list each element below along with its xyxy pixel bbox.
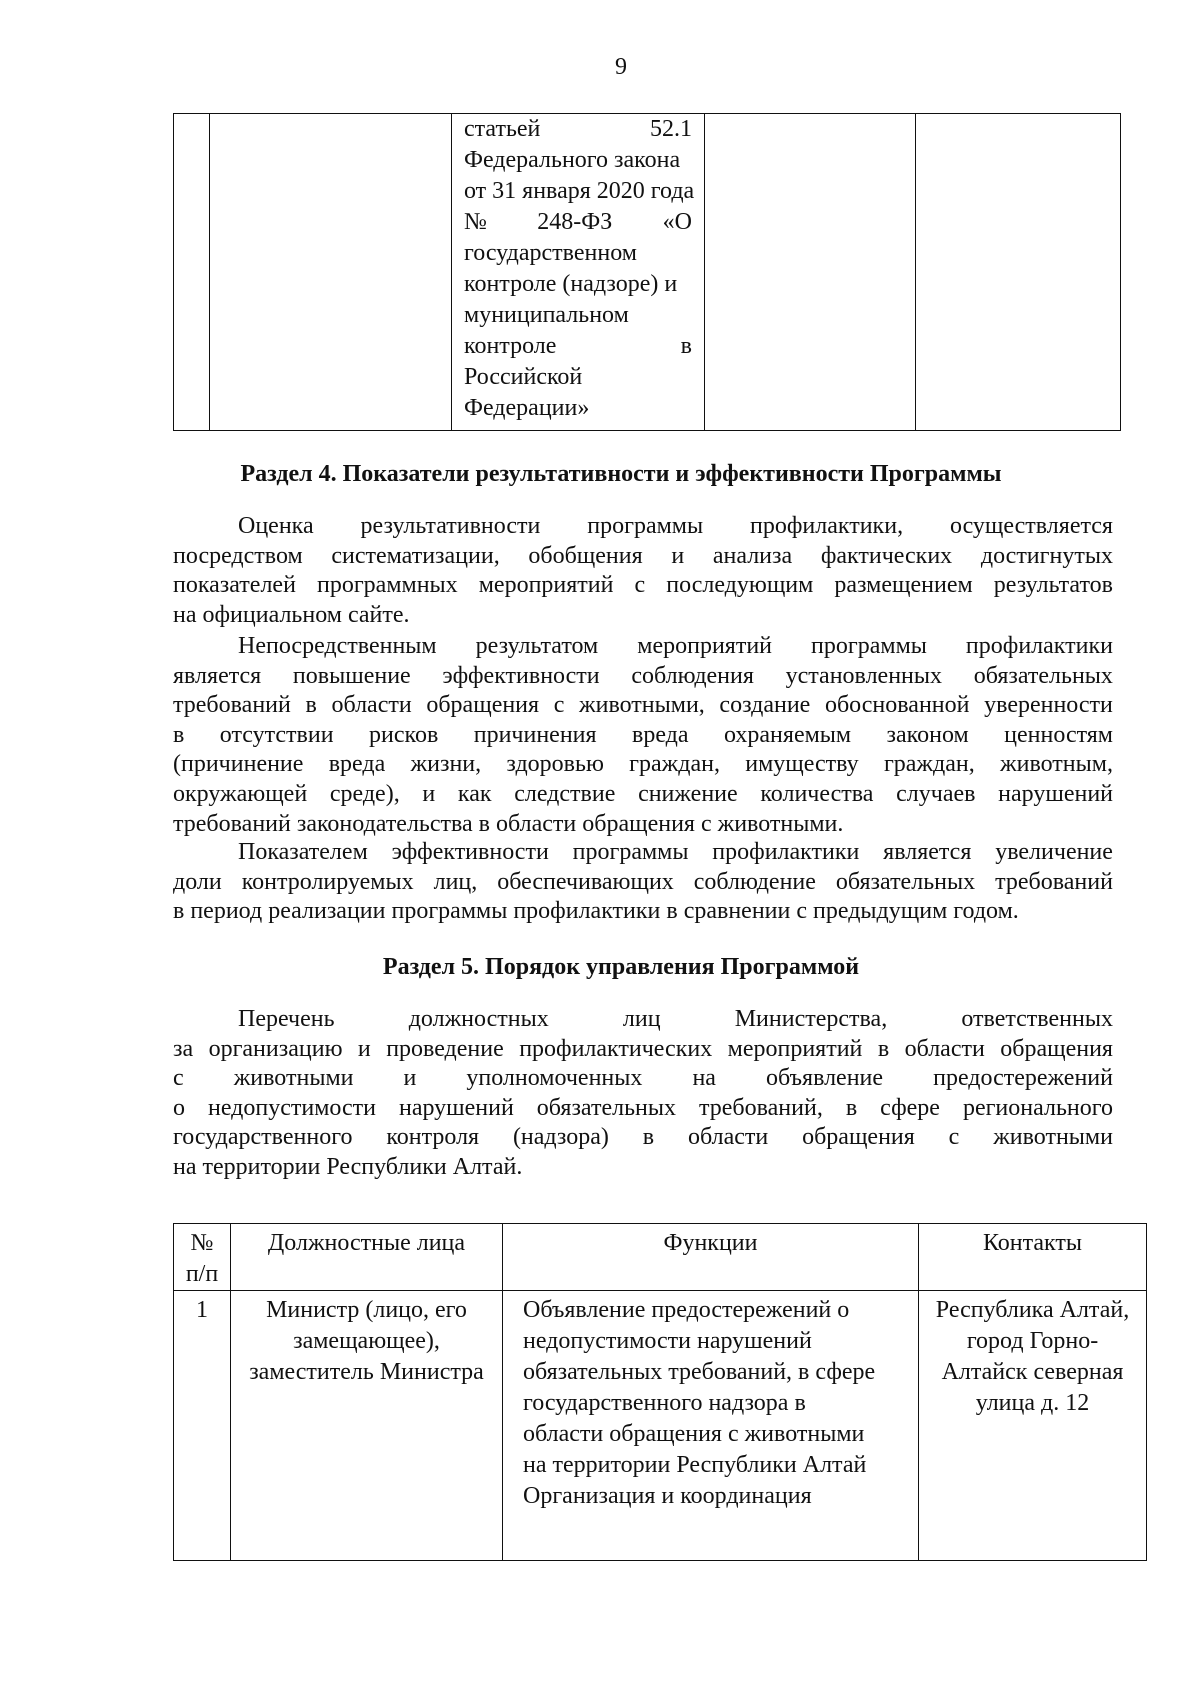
- cell-text-word: 248-ФЗ: [537, 209, 613, 235]
- cell-text-word: «О: [662, 209, 692, 235]
- cell-line: Организация и координация: [523, 1483, 812, 1509]
- cell-text-line: [464, 362, 692, 393]
- row-contacts: [919, 1291, 1147, 1561]
- table-cell: [210, 114, 452, 431]
- section-5-heading: Раздел 5. Порядок управления Программой: [382, 954, 860, 980]
- officials-table: [173, 1223, 1147, 1561]
- cell-text-word: контроле: [464, 333, 557, 359]
- paragraph-line: (причинение вреда жизни, здоровью граждан, имуществу граждан, животным,: [173, 751, 1113, 778]
- paragraph-line: на официальном сайте.: [173, 601, 410, 628]
- cell-text-word: в: [680, 333, 692, 359]
- cell-text-word: Российской: [464, 364, 583, 390]
- section-4-paragraph-2: [173, 632, 1113, 839]
- paragraph-line: в отсутствии рисков причинения вреда охраняемым законом ценностям: [173, 721, 1113, 748]
- header-number-line: №: [190, 1230, 214, 1256]
- cell-line: Республика Алтай,: [935, 1297, 1130, 1323]
- table-cell-legal-reference: [452, 114, 705, 431]
- page-number: 9: [615, 54, 627, 80]
- header-number-line: п/п: [185, 1261, 219, 1287]
- cell-text-line: [464, 114, 692, 145]
- cell-line: Алтайск северная: [941, 1359, 1124, 1385]
- paragraph-line: посредством систематизации, обобщения и анализа фактических достигнутых: [173, 542, 1113, 569]
- column-header-contacts: Контакты: [919, 1224, 1147, 1291]
- cell-line: недопустимости нарушений: [523, 1328, 812, 1354]
- cell-text-word: контроле (надзоре) и: [464, 271, 678, 297]
- section-5-paragraph: [173, 1005, 1113, 1183]
- paragraph-line: Непосредственным результатом мероприятий программы профилактики: [238, 633, 1113, 659]
- table-header-row: [174, 1224, 1147, 1291]
- cell-line: город Горно-: [966, 1328, 1099, 1354]
- cell-text-line: [464, 238, 692, 269]
- cell-text-word: Федерации»: [464, 395, 590, 421]
- cell-text-word: №: [464, 209, 487, 235]
- row-officials: [231, 1291, 503, 1561]
- cell-text-line: [464, 207, 692, 238]
- paragraph-line: требований законодательства в области обращения с животными.: [173, 810, 844, 837]
- paragraph-line: доли контролируемых лиц, обеспечивающих соблюдение обязательных требований: [173, 868, 1113, 895]
- paragraph-line: за организацию и проведение профилактических мероприятий в области обращения: [173, 1035, 1113, 1062]
- column-header-officials: Должностные лица: [231, 1224, 503, 1291]
- paragraph-line: Показателем эффективности программы профилактики является увеличение: [238, 839, 1113, 865]
- section-4-paragraph-3: [173, 838, 1113, 927]
- paragraph-line: показателей программных мероприятий с последующим размещением результатов: [173, 572, 1113, 599]
- cell-text-line: [464, 331, 692, 362]
- cell-line: заместитель Министра: [249, 1359, 484, 1385]
- paragraph-line: в период реализации программы профилактики в сравнении с предыдущим годом.: [173, 898, 1019, 925]
- cell-text-line: [464, 393, 692, 424]
- column-header-functions: Функции: [503, 1224, 919, 1291]
- cell-text-line: [464, 176, 695, 207]
- paragraph-line: с животными и уполномоченных на объявление предостережений: [173, 1065, 1113, 1092]
- cell-line: Объявление предостережений о: [523, 1297, 850, 1323]
- paragraph-line: на территории Республики Алтай.: [173, 1153, 523, 1180]
- paragraph-line: требований в области обращения с животными, создание обоснованной уверенности: [173, 692, 1113, 719]
- cell-line: области обращения с животными: [523, 1421, 865, 1447]
- paragraph-line: государственного контроля (надзора) в области обращения с животными: [173, 1124, 1113, 1151]
- cell-text-word: государственном: [464, 240, 637, 266]
- cell-text-word: от 31 января 2020 года: [464, 178, 695, 204]
- cell-text-word: Федерального закона: [464, 147, 681, 173]
- cell-line: на территории Республики Алтай: [523, 1452, 867, 1478]
- paragraph-line: о недопустимости нарушений обязательных требований, в сфере регионального: [173, 1094, 1113, 1121]
- paragraph-line: является повышение эффективности соблюдения установленных обязательных: [173, 662, 1113, 689]
- cell-line: государственного надзора в: [523, 1390, 806, 1416]
- cell-line: замещающее),: [293, 1328, 440, 1354]
- cell-text-word: муниципальном: [464, 302, 629, 328]
- cell-text-line: [464, 269, 692, 300]
- column-header-number: [174, 1224, 231, 1291]
- paragraph-line: окружающей среде), и как следствие снижение количества случаев нарушений: [173, 780, 1113, 807]
- cell-text-word: 52.1: [650, 116, 692, 142]
- cell-text-word: статьей: [464, 116, 541, 142]
- paragraph-line: Оценка результативности программы профилактики, осуществляется: [238, 513, 1113, 539]
- section-4-paragraph-1: [173, 512, 1113, 630]
- paragraph-line: Перечень должностных лиц Министерства, ответственных: [238, 1006, 1113, 1032]
- table-row: [174, 114, 1121, 431]
- cell-line: обязательных требований, в сфере: [523, 1359, 876, 1385]
- row-number: 1: [174, 1291, 231, 1561]
- table-row: [174, 1291, 1147, 1561]
- cell-text-line: [464, 145, 692, 176]
- table-cell: [705, 114, 916, 431]
- table-cell: [916, 114, 1121, 431]
- table-cell: [174, 114, 210, 431]
- continuation-table: [173, 113, 1121, 431]
- section-4-heading: Раздел 4. Показатели результативности и эффективности Программы: [240, 461, 1002, 487]
- row-functions: [503, 1291, 919, 1561]
- cell-line: Министр (лицо, его: [266, 1297, 467, 1323]
- cell-line: улица д. 12: [975, 1390, 1090, 1416]
- cell-text-line: [464, 300, 692, 331]
